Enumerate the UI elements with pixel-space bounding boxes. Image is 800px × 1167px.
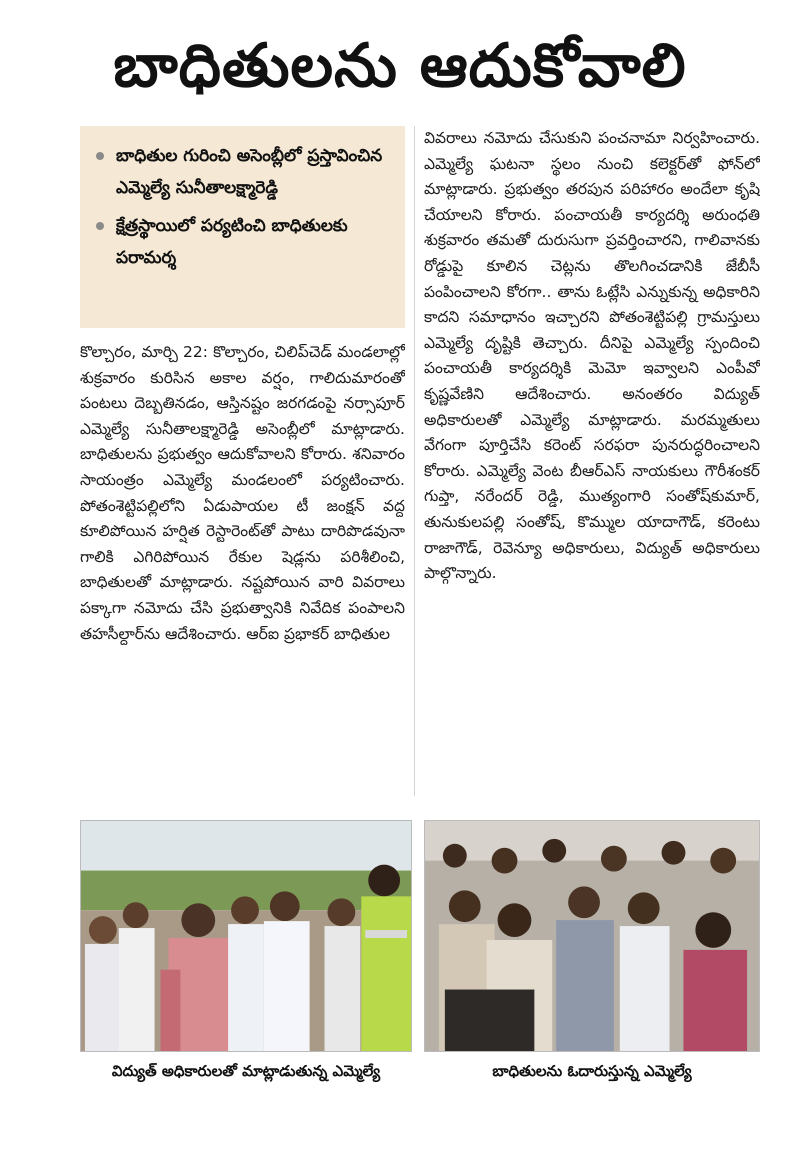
- bullet-icon: [96, 222, 104, 230]
- article-column-right: వివరాలు నమోదు చేసుకుని పంచనామా నిర్వహించారు. ఎమ్మెల్యే ఘటనా స్థలం నుంచి కలెక్టర్‌తో ఫోన్‌లో మాట్లాడారు. ప్రభుత్వం తరపున పరిహారం అందేలా కృషి చేయాలని కోరారు. పంచాయతీ కార్యదర్శి అరుంధతి శుక్రవారం తమతో దురుసుగా ప్రవర్తించారని, గాలివానకు రోడ్డుపై కూలిన చెట్లను తొలగించడానికి జేబీసీ పంపించాలని కోరగా.. తాను ఓట్లేసి ఎన్నుకున్న అధికారిని కాదని సమాధానం ఇచ్చారని పోతంశెట్టిపల్లి గ్రామస్తులు ఎమ్మెల్యే దృష్టికి తెచ్చారు. దీనిపై ఎమ్మెల్యే స్పందించి పంచాయతీ కార్యదర్శికి మెమో ఇవ్వాలని ఎంపీవో కృష్ణవేణిని ఆదేశించారు. అనంతరం విద్యుత్ అధికారులతో ఎమ్మెల్యే మాట్లాడారు. మరమ్మతులు వేగంగా పూర్తిచేసి కరెంట్ సరఫరా పునరుద్ధరించాలని కోరారు. ఎమ్మెల్యే వెంట బీఆర్ఎస్ నాయకులు గౌరీశంకర్ గుప్తా, నరేందర్ రెడ్డి, ముత్యంగారి సంతోష్‌కుమార్, తునుకులపల్లి సంతోష్, కొమ్ముల యాదాగౌడ్, కరెంటు రాజాగౌడ్, రెవెన్యూ అధికారులు, విద్యుత్ అధికారులు పాల్గొన్నారు.: [424, 129, 760, 583]
- column-divider: [414, 126, 415, 796]
- highlight-text: క్షేత్రస్థాయిలో పర్యటించి బాధితులకు పరామర్శ: [116, 216, 348, 268]
- bullet-icon: [96, 152, 104, 160]
- highlight-item: [94, 140, 393, 204]
- headline: బాధితులను ఆదుకోవాలి: [113, 31, 687, 101]
- photo-caption-right: బాధితులను ఓదారుస్తున్న ఎమ్మెల్యే: [492, 1062, 692, 1080]
- photo-caption-left: విద్యుత్ అధికారులతో మాట్లాడుతున్న ఎమ్మెల్యే: [111, 1062, 381, 1080]
- article-column-left: కొల్చారం, మార్చి 22: కొల్చారం, చిలిప్‌చెడ్ మండలాల్లో శుక్రవారం కురిసిన అకాల వర్షం, గాలిదుమారంతో పంటలు దెబ్బతినడం, ఆస్తినష్టం జరగడంపై నర్సాపూర్ ఎమ్మెల్యే సునీతాలక్ష్మారెడ్డి అసెంబ్లీలో మాట్లాడారు. బాధితులను ప్రభుత్వం ఆదుకోవాలని కోరారు. శనివారం సాయంత్రం ఎమ్మెల్యే మండలంలో పర్యటించారు. పోతంశెట్టిపల్లిలోని ఏడుపాయల టీ జంక్షన్ వద్ద కూలిపోయిన హర్షిత రెస్టారెంట్‌తో పాటు దారిపొడవునా గాలికి ఎగిరిపోయిన రేకుల షెడ్లను పరిశీలించి, బాధితులతో మాట్లాడారు. నష్టపోయిన వారి వివరాలు పక్కాగా నమోదు చేసి ప్రభుత్వానికి నివేదిక పంపాలని తహసీల్దార్‌ను ఆదేశించారు. ఆర్ఐ ప్రభాకర్ బాధితుల: [80, 343, 405, 643]
- highlight-item: [94, 210, 393, 274]
- photo-mla-consoling-victims: [424, 820, 760, 1052]
- photo-mla-with-officials: [80, 820, 412, 1052]
- highlight-text: బాధితుల గురించి అసెంబ్లీలో ప్రస్తావించిన ఎమ్మెల్యే సునీతాలక్ష్మారెడ్డి: [116, 146, 383, 198]
- highlights-box: [80, 126, 405, 328]
